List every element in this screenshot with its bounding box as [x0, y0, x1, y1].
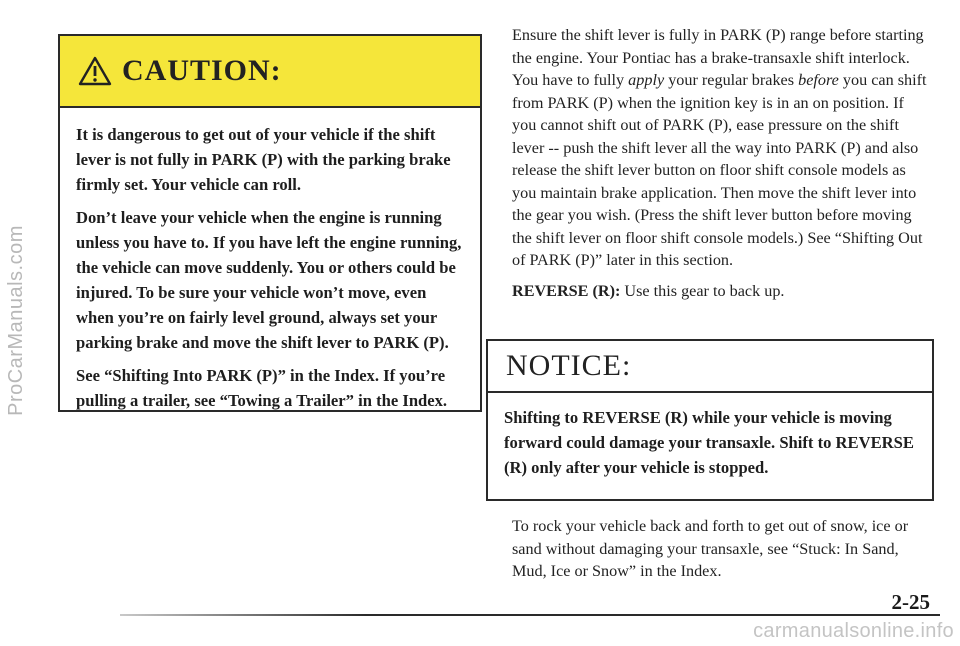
para1-emphasis-before: before [798, 71, 839, 89]
warning-triangle-icon [78, 56, 112, 86]
caution-paragraph-1: It is dangerous to get out of your vehicle if the shift lever is not fully in PARK (P) with the parking brake firmly set. Your vehicle can roll. [76, 125, 451, 194]
notice-text: Shifting to REVERSE (R) while your vehicle is moving forward could damage your transaxle. Shift to REVERSE (R) only after your vehicle is stopped. [504, 408, 914, 477]
footer-rule [120, 614, 940, 616]
footer-watermark: carmanualsonline.info [753, 620, 954, 642]
rock-vehicle-paragraph: To rock your vehicle back and forth to get out of snow, ice or sand without damaging your transaxle, see “Stuck: In Sand, Mud, Ice or Snow” in the Index. [512, 517, 909, 580]
caution-paragraph-2: Don’t leave your vehicle when the engine is running unless you have to. If you have left the engine running, the vehicle can move suddenly. You or others could be injured. To be sure your vehicle won’t move, even when you’re on fairly level ground, always set your parking brake and move the shift lever to PARK (P). [76, 208, 462, 352]
side-watermark [2, 40, 30, 600]
rock-vehicle-paragraph-container [512, 515, 932, 583]
reverse-term: REVERSE (R): [512, 281, 621, 300]
notice-box [486, 339, 934, 501]
caution-title: CAUTION: [122, 54, 282, 87]
notice-header [488, 341, 932, 391]
reverse-paragraph [512, 280, 932, 303]
right-column [512, 24, 932, 302]
para1-emphasis-apply: apply [628, 71, 665, 89]
caution-paragraph-3: See “Shifting Into PARK (P)” in the Index. If you’re pulling a trailer, see “Towing a Trailer” in the Index. [76, 366, 448, 410]
side-watermark-text: ProCarManuals.com [4, 224, 27, 416]
shift-interlock-paragraph [512, 24, 932, 272]
reverse-text: Use this gear to back up. [620, 281, 785, 300]
notice-body [488, 393, 932, 480]
caution-header [60, 36, 480, 108]
page-number: 2-25 [891, 590, 930, 614]
notice-title: NOTICE: [506, 349, 632, 382]
para1-text-3: you can shift from PARK (P) when the ignition key is in an on position. If you cannot shift out of PARK (P), ease pressure on the shift lever -- push the shift lever all the way into PARK (P) and also release the shift lever button on floor shift console models as you maintain brake application. Then move the shift lever into the gear you wish. (Press the shift lever button before moving the shift lever on floor shift console models.) See “Shifting Out of PARK (P)” later in this section. [512, 71, 927, 269]
caution-body [60, 108, 480, 413]
para1-text-1: Ensure the shift lever is fully in PARK (P) range before starting the engine. Your Pontiac has a brake-transaxle shift interlock. You have to fully [512, 26, 924, 89]
para1-text-2: your regular brakes [664, 71, 799, 89]
caution-box [58, 34, 482, 412]
